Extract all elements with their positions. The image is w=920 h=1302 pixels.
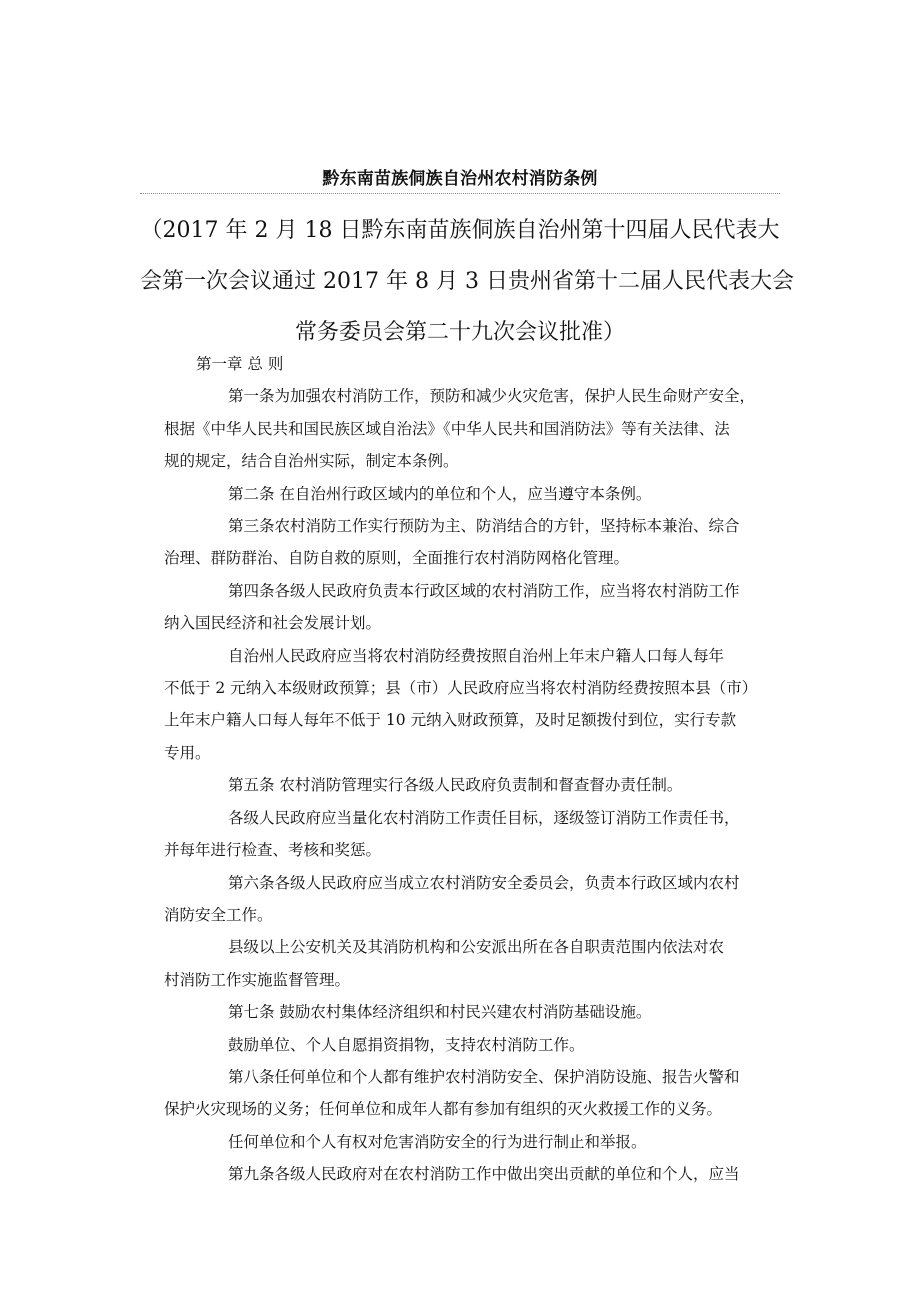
paragraph-line: 治理、群防群治、自防自救的原则，全面推行农村消防网格化管理。 [164,549,630,568]
paragraph [164,380,804,477]
paragraph [164,478,804,510]
paragraph [164,802,804,867]
paragraph-line: 消防安全工作。 [164,905,273,924]
paragraph [164,996,804,1028]
paragraph-line: 并每年进行检查、考核和奖惩。 [164,841,382,860]
chapter-heading: 第一章 总 则 [196,355,284,373]
paragraph-line: 第七条 鼓励农村集体经济组织和村民兴建农村消防基础设施。 [228,1003,652,1022]
subtitle-line: 常务委员会第二十九次会议批准） [294,320,625,345]
paragraph-line: 第五条 农村消防管理实行各级人民政府负责制和督查督办责任制。 [228,776,683,795]
paragraph-line: 自治州人民政府应当将农村消防经费按照自治州上年末户籍人口每人每年 [228,646,725,665]
paragraph [164,1126,804,1158]
paragraph [164,640,804,770]
paragraph [164,575,804,640]
document-subtitle [140,205,794,358]
paragraph-line: 不低于 2 元纳入本级财政预算；县（市）人民政府应当将农村消防经费按照本县（市） [164,679,758,698]
paragraph-line: 根据《中华人民共和国民族区域自治法》《中华人民共和国消防法》等有关法律、法 [164,419,730,438]
paragraph-line: 鼓励单位、个人自愿捐资捐物，支持农村消防工作。 [228,1035,585,1054]
paragraph [164,1061,804,1126]
paragraph-line: 县级以上公安机关及其消防机构和公安派出所在各自职责范围内依法对农 [228,938,725,957]
header-divider [140,193,780,194]
paragraph [164,510,804,575]
paragraph-line: 专用。 [164,743,211,762]
paragraph-line: 第八条任何单位和个人都有维护农村消防安全、保护消防设施、报告火警和 [228,1067,740,1086]
paragraph-line: 保护火灾现场的义务；任何单位和成年人都有参加有组织的灭火救援工作的义务。 [164,1100,723,1119]
subtitle-line: 会第一次会议通过 2017 年 8 月 3 日贵州省第十二届人民代表大会 [140,269,794,294]
paragraph-line: 第九条各级人民政府对在农村消防工作中做出突出贡献的单位和个人，应当 [228,1165,740,1184]
paragraph [164,1158,804,1190]
paragraph-line: 规的规定，结合自治州实际，制定本条例。 [164,452,459,471]
paragraph-line: 村消防工作实施监督管理。 [164,970,351,989]
paragraph [164,1029,804,1061]
document-body [164,348,804,1191]
subtitle-line: （2017 年 2 月 18 日黔东南苗族侗族自治州第十四届人民代表大 [140,218,780,243]
paragraph-line: 各级人民政府应当量化农村消防工作责任目标，逐级签订消防工作责任书， [228,808,740,827]
paragraph-line: 第二条 在自治州行政区域内的单位和个人，应当遵守本条例。 [228,484,652,503]
paragraph-line: 第一条为加强农村消防工作，预防和减少火灾危害，保护人民生命财产安全， [228,387,756,406]
document-title: 黔东南苗族侗族自治州农村消防条例 [322,169,598,189]
paragraph-line: 纳入国民经济和社会发展计划。 [164,614,382,633]
paragraph-line: 第三条农村消防工作实行预防为主、防消结合的方针，坚持标本兼治、综合 [228,517,740,536]
paragraph [164,867,804,932]
paragraph-line: 第六条各级人民政府应当成立农村消防安全委员会，负责本行政区域内农村 [228,873,740,892]
paragraph [164,931,804,996]
paragraph-line: 任何单位和个人有权对危害消防安全的行为进行制止和举报。 [228,1132,647,1151]
paragraph-line: 上年末户籍人口每人每年不低于 10 元纳入财政预算，及时足额拨付到位，实行专款 [164,711,737,730]
paragraph-list [164,380,804,1190]
paragraph-line: 第四条各级人民政府负责本行政区域的农村消防工作，应当将农村消防工作 [228,581,740,600]
paragraph [164,769,804,801]
